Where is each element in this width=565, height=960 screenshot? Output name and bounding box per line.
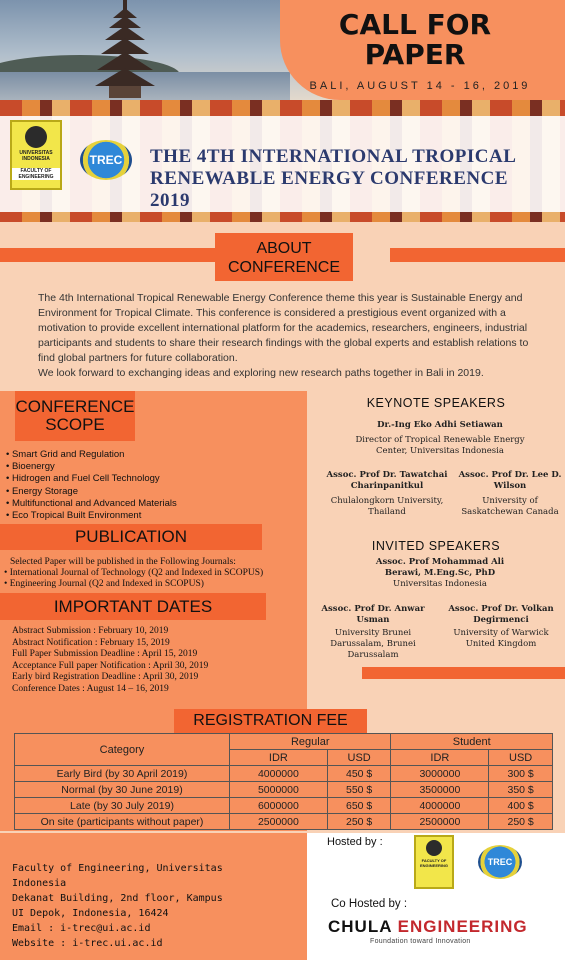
student-header: Student [391,734,553,750]
fee-value: 300 $ [489,766,553,782]
invited-speaker-2 [312,604,434,661]
fee-value: 4000000 [230,766,328,782]
ui-faculty-logo-small [414,835,454,889]
currency-header: USD [327,750,391,766]
list-item: • Engineering Journal (Q2 and Indexed in SCOPUS) [4,579,305,590]
fee-value: 450 $ [327,766,391,782]
fee-value: 400 $ [489,798,553,814]
invited-speaker-1 [365,557,515,590]
ui-logo-faculty: FACULTY OF ENGINEERING [12,168,60,180]
conference-title [150,146,550,212]
chula-tagline: Foundation toward Innovation [370,938,471,945]
scope-heading-line-2: SCOPE [45,415,105,434]
about-text [38,291,538,381]
list-item: Acceptance Full paper Notification : April 30, 2019 [12,660,209,671]
category-header: Category [15,734,230,766]
pagoda-image [95,0,155,98]
list-item: • Eco Tropical Built Environment [6,510,296,522]
trec-logo: TREC [80,140,132,180]
speaker-affiliation: Universitas Indonesia [393,579,487,589]
speaker-name: Assoc. Prof Dr. Tawatchai Charinpanitkul [326,470,448,491]
ui-logo-faculty: FACULTY OF ENGINEERING [419,858,448,868]
speaker-name: Assoc. Prof Mohammad Ali Berawi, M.Eng.Sc, PhD [375,557,505,578]
title-line-2: PAPER [364,38,466,71]
contact-website[interactable]: Website : i-trec.ui.ac.id [12,938,163,949]
dates-list [12,626,302,696]
registration-fee-table [14,733,553,830]
keynote-speaker-1 [355,420,525,457]
fee-value: 350 $ [489,782,553,798]
speaker-name: Assoc. Prof Dr. Volkan Degirmenci [448,604,554,625]
currency-header: IDR [230,750,328,766]
ui-faculty-logo [10,120,62,190]
right-column-bar [362,667,565,679]
publication-text [10,557,305,590]
speaker-affiliation: University of Saskatchewan Canada [461,496,559,517]
fee-value: 250 $ [489,814,553,830]
table-row [15,814,553,830]
table-row [15,766,553,782]
table-header-row [15,734,553,750]
fee-category: Early Bird (by 30 April 2019) [15,766,230,782]
contact-info [12,861,292,951]
publication-intro: Selected Paper will be published in the Following Journals: [10,557,236,567]
list-item: • Hidrogen and Fuel Cell Technology [6,473,296,485]
list-item: Abstract Notification : February 15, 2019 [12,637,170,648]
fee-category: On site (participants without paper) [15,814,230,830]
fee-value: 3000000 [391,766,489,782]
fee-value: 6000000 [230,798,328,814]
conference-title-line-1: THE 4TH INTERNATIONAL TROPICAL [150,146,517,167]
invited-speaker-3 [440,604,562,650]
keynote-heading: KEYNOTE SPEAKERS [366,396,506,410]
contact-email[interactable]: Email : i-trec@ui.ac.id [12,923,151,934]
fee-value: 650 $ [327,798,391,814]
scope-heading [15,391,135,441]
scope-heading-line-1: CONFERENCE [15,397,135,416]
registration-heading: REGISTRATION FEE [174,709,367,733]
table-row [15,798,553,814]
about-heading-line-1: ABOUT [256,240,312,257]
trec-logo-small: TREC [478,845,522,879]
fee-value: 5000000 [230,782,328,798]
chula-word: CHULA [328,917,392,936]
fee-value: 4000000 [391,798,489,814]
registration-bar-left [0,709,174,733]
ui-crest-icon [25,126,47,148]
list-item: • Bioenergy [6,461,296,473]
about-paragraph-2: We look forward to exchanging ideas and exploring new research paths together in Bali in 2019. [38,367,484,379]
speaker-affiliation: Chulalongkorn University, Thailand [330,496,444,517]
conference-title-line-2: RENEWABLE ENERGY CONFERENCE 2019 [150,168,509,211]
speaker-name: Assoc. Prof Dr. Anwar Usman [321,604,425,625]
about-paragraph-1: The 4th International Tropical Renewable Energy Conference theme this year is Sustainable Energy and Environment for Tropical Climate. This conference is considered a prestigious event organized with a motivation to provide excellent international platform for the academics, researchers, engineers, industrial participants and students to share their research findings with the global experts and establish relations to find global partners for future collaboration. [38,292,529,364]
list-item: • International Journal of Technology (Q2 and Indexed in SCOPUS) [4,568,305,579]
chula-engineering-word: ENGINEERING [397,917,528,936]
event-date: BALI, AUGUST 14 - 16, 2019 [309,80,531,92]
about-heading [215,233,353,281]
contact-line: Indonesia [12,878,67,889]
about-bar-left [0,248,215,262]
ui-crest-icon [426,840,442,856]
contact-line: UI Depok, Indonesia, 16424 [12,908,169,919]
chula-engineering-logo [328,917,528,937]
fee-value: 2500000 [230,814,328,830]
title-line-1: CALL FOR [338,8,492,41]
keynote-speaker-3 [455,470,565,518]
dates-heading: IMPORTANT DATES [0,593,266,620]
ui-logo-text: UNIVERSITAS INDONESIA [19,150,53,162]
currency-header: IDR [391,750,489,766]
table-row [15,782,553,798]
co-hosted-by-label: Co Hosted by : [331,898,408,910]
fee-value: 250 $ [327,814,391,830]
fee-value: 2500000 [391,814,489,830]
fee-value: 3500000 [391,782,489,798]
regular-header: Regular [230,734,391,750]
currency-header: USD [489,750,553,766]
list-item: • Multifunctional and Advanced Materials [6,498,296,510]
fee-value: 550 $ [327,782,391,798]
about-heading-line-2: CONFERENCE [227,259,340,276]
speaker-affiliation: University of Warwick United Kingdom [453,628,549,649]
list-item: Conference Dates : August 14 – 16, 2019 [12,683,169,694]
scope-list [6,449,296,522]
contact-line: Dekanat Building, 2nd floor, Kampus [12,893,223,904]
fee-category: Late (by 30 July 2019) [15,798,230,814]
about-bar-right [390,248,565,262]
speaker-name: Assoc. Prof Dr. Lee D. Wilson [458,470,562,491]
speaker-name: Dr.-Ing Eko Adhi Setiawan [377,420,503,430]
list-item: Full Paper Submission Deadline : April 15, 2019 [12,649,198,660]
fee-category: Normal (by 30 June 2019) [15,782,230,798]
list-item: • Smart Grid and Regulation [6,449,296,461]
speaker-affiliation: University Brunei Darussalam, Brunei Darussalam [330,628,416,660]
call-for-paper-title [300,10,530,70]
speaker-affiliation: Director of Tropical Renewable Energy Center, Universitas Indonesia [355,435,525,456]
hosted-by-label: Hosted by : [327,836,383,848]
keynote-speaker-2 [312,470,462,518]
journal-list [4,568,305,590]
invited-heading: INVITED SPEAKERS [371,539,501,553]
list-item: • Energy Storage [6,486,296,498]
list-item: Early bird Registration Deadline : April 30, 2019 [12,672,199,683]
contact-line: Faculty of Engineering, Universitas [12,863,223,874]
publication-heading: PUBLICATION [0,524,262,550]
list-item: Abstract Submission : February 10, 2019 [12,626,169,636]
